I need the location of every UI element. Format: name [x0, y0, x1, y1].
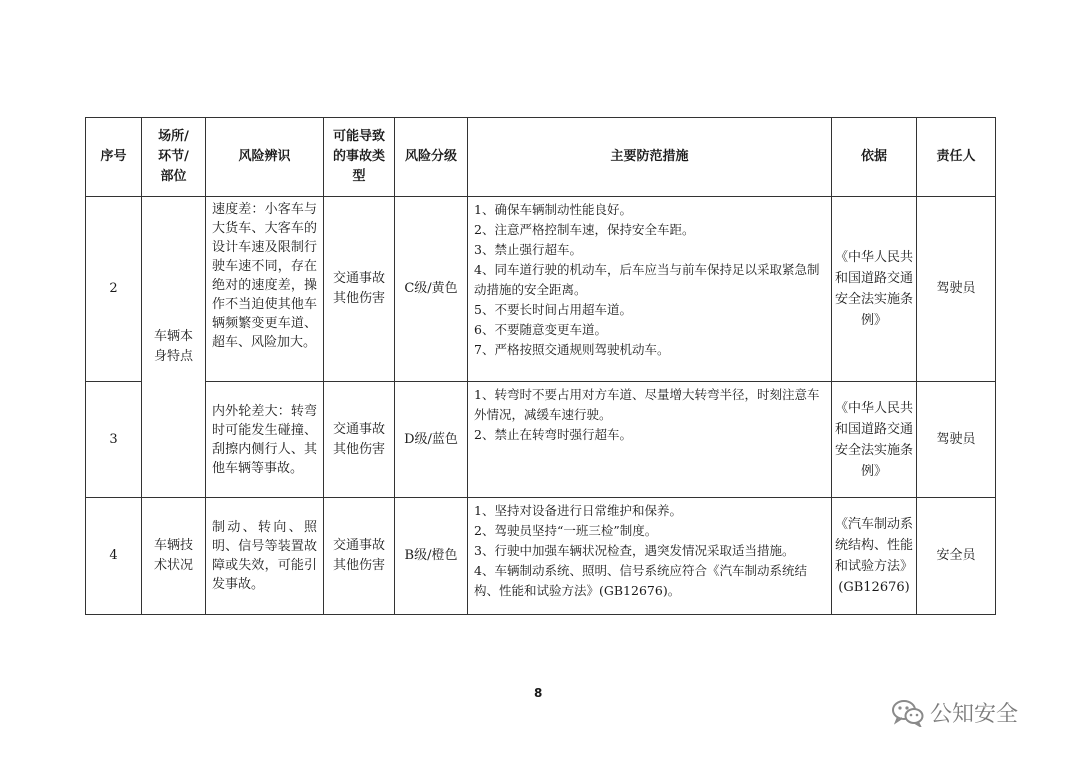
- risk-level-cell: C级/黄色: [395, 197, 468, 382]
- header-no: 序号: [86, 118, 142, 197]
- measures-cell: [468, 382, 832, 498]
- header-owner: 责任人: [917, 118, 996, 197]
- wechat-icon: [892, 699, 924, 727]
- header-basis: 依据: [832, 118, 917, 197]
- risk-level-cell: B级/橙色: [395, 498, 468, 615]
- basis-cell: 《汽车制动系统结构、性能和试验方法》(GB12676): [832, 498, 917, 615]
- watermark-text: 公知安全: [930, 702, 1019, 727]
- risk-cell: 内外轮差大：转弯时可能发生碰撞、刮擦内侧行人、其他车辆等事故。: [206, 382, 324, 498]
- table-row: [86, 498, 996, 615]
- measure-item: 3、禁止强行超车。: [474, 242, 582, 257]
- header-risk-level: 风险分级: [395, 118, 468, 197]
- table-row: [86, 382, 996, 498]
- table-header-row: [86, 118, 996, 197]
- measure-item: 2、禁止在转弯时强行超车。: [474, 427, 632, 442]
- measure-item: 5、不要长时间占用超车道。: [474, 302, 632, 317]
- measure-item: 7、严格按照交通规则驾驶机动车。: [474, 342, 670, 357]
- row-number: 2: [86, 197, 142, 382]
- risk-level-cell: D级/蓝色: [395, 382, 468, 498]
- owner-cell: 驾驶员: [917, 197, 996, 382]
- header-risk: 风险辨识: [206, 118, 324, 197]
- owner-cell: 安全员: [917, 498, 996, 615]
- risk-table: [85, 117, 996, 615]
- measures-cell: [468, 498, 832, 615]
- header-accident-type: 可能导致的事故类型: [324, 118, 395, 197]
- owner-cell: 驾驶员: [917, 382, 996, 498]
- measure-item: 4、车辆制动系统、照明、信号系统应符合《汽车制动系统结构、性能和试验方法》(GB12676)。: [474, 563, 807, 598]
- page-number: 8: [534, 686, 543, 700]
- accident-type-cell: 交通事故其他伤害: [324, 382, 395, 498]
- measures-cell: [468, 197, 832, 382]
- accident-type-cell: 交通事故其他伤害: [324, 498, 395, 615]
- measure-item: 1、转弯时不要占用对方车道、尽量增大转弯半径，时刻注意车外情况，减缓车速行驶。: [474, 387, 820, 422]
- measure-item: 1、确保车辆制动性能良好。: [474, 202, 632, 217]
- measure-item: 1、坚持对设备进行日常维护和保养。: [474, 503, 682, 518]
- measure-item: 4、同车道行驶的机动车，后车应当与前车保持足以采取紧急制动措施的安全距离。: [474, 262, 820, 297]
- watermark: [892, 697, 1018, 728]
- measure-item: 3、行驶中加强车辆状况检查，遇突发情况采取适当措施。: [474, 543, 795, 558]
- measure-item: 2、驾驶员坚持“一班三检”制度。: [474, 523, 658, 538]
- accident-type-cell: 交通事故其他伤害: [324, 197, 395, 382]
- row-number: 4: [86, 498, 142, 615]
- header-place: 场所/环节/部位: [142, 118, 206, 197]
- basis-cell: 《中华人民共和国道路交通安全法实施条例》: [832, 382, 917, 498]
- header-measures: 主要防范措施: [468, 118, 832, 197]
- place-cell: 车辆本身特点: [142, 197, 206, 498]
- risk-cell: 速度差：小客车与大货车、大客车的设计车速及限制行驶车速不同，存在绝对的速度差，操作不当迫使其他车辆频繁变更车道、超车、风险加大。: [206, 197, 324, 382]
- risk-cell: 制动、转向、照明、信号等装置故障或失效，可能引发事故。: [206, 498, 324, 615]
- row-number: 3: [86, 382, 142, 498]
- table-row: [86, 197, 996, 382]
- measure-item: 6、不要随意变更车道。: [474, 322, 607, 337]
- basis-cell: 《中华人民共和国道路交通安全法实施条例》: [832, 197, 917, 382]
- measure-item: 2、注意严格控制车速，保持安全车距。: [474, 222, 695, 237]
- place-cell: 车辆技术状况: [142, 498, 206, 615]
